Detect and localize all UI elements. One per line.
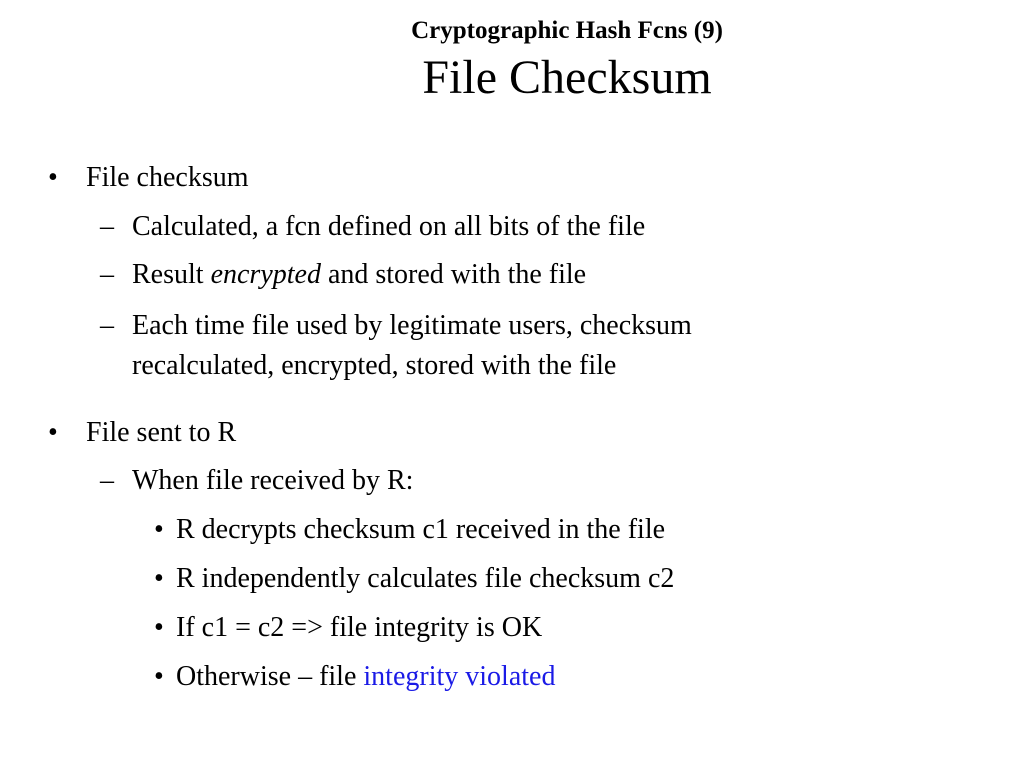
text-before: Result bbox=[132, 259, 211, 290]
slide-title: File Checksum bbox=[422, 51, 712, 104]
bullet-marker: • bbox=[48, 417, 58, 448]
sub-bullet-text: When file received by R: bbox=[132, 465, 414, 496]
sub-bullet-each-time-continued bbox=[132, 346, 616, 386]
bullet-marker: • bbox=[48, 162, 58, 193]
highlighted-text: integrity violated bbox=[363, 661, 556, 692]
dash-marker: – bbox=[100, 310, 114, 341]
bullet-marker: • bbox=[154, 514, 164, 545]
dash-marker: – bbox=[100, 465, 114, 496]
italic-emphasis: encrypted bbox=[210, 259, 321, 290]
bullet-marker: • bbox=[154, 612, 164, 643]
dash-marker: – bbox=[100, 259, 114, 290]
text-before: Otherwise – file bbox=[176, 661, 364, 692]
bullet-marker: • bbox=[154, 563, 164, 594]
bullet-marker: • bbox=[154, 661, 164, 692]
sub-sub-bullet-text: R independently calculates file checksum c2 bbox=[176, 563, 675, 594]
sub-sub-bullet-text: If c1 = c2 => file integrity is OK bbox=[176, 612, 543, 643]
sub-bullet-text: Calculated, a fcn defined on all bits of the file bbox=[132, 211, 646, 242]
dash-marker: – bbox=[100, 211, 114, 242]
text-after: and stored with the file bbox=[320, 259, 587, 290]
title-block bbox=[0, 14, 1024, 108]
bullet-text: File sent to R bbox=[86, 417, 237, 448]
sub-bullet-text-line2: recalculated, encrypted, stored with the file bbox=[132, 350, 617, 381]
sub-sub-bullet-text bbox=[176, 657, 555, 697]
slide-subtitle: Cryptographic Hash Fcns (9) bbox=[411, 17, 723, 44]
sub-bullet-text bbox=[132, 255, 586, 295]
bullet-text: File checksum bbox=[86, 162, 249, 193]
sub-sub-bullet-text: R decrypts checksum c1 received in the file bbox=[176, 514, 666, 545]
sub-bullet-text-line1: Each time file used by legitimate users, checksum bbox=[132, 310, 692, 341]
